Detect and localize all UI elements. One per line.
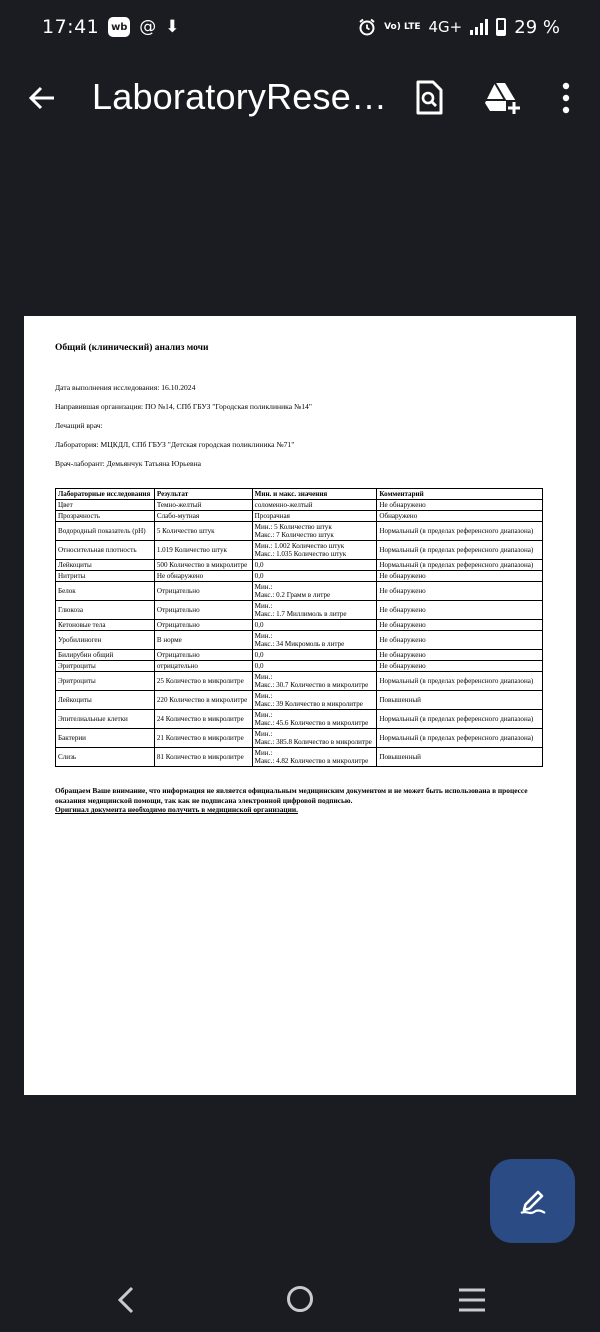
cell-comment: Нормальный (в пределах референсного диапазона) <box>377 560 543 571</box>
cell-comment: Не обнаружено <box>377 631 543 650</box>
save-to-drive-button[interactable] <box>482 78 522 118</box>
table-row <box>56 631 543 650</box>
back-arrow-icon <box>28 84 56 112</box>
header-test: Лабораторные исследования <box>56 489 155 500</box>
cell-result: 81 Количество в микролитре <box>154 748 252 767</box>
cell-range: Мин.: Макс.: 0.2 Грамм в литре <box>252 582 377 601</box>
find-in-document-button[interactable] <box>410 78 448 118</box>
cell-test: Бактерии <box>56 729 155 748</box>
cell-comment: Не обнаружено <box>377 601 543 620</box>
cell-comment: Не обнаружено <box>377 650 543 661</box>
cell-comment: Обнаружено <box>377 511 543 522</box>
cell-result: 25 Количество в микролитре <box>154 672 252 691</box>
at-icon: @ <box>139 17 157 37</box>
edit-fab-button[interactable] <box>490 1159 575 1243</box>
nav-home-icon <box>285 1284 315 1314</box>
cell-range: 0,0 <box>252 620 377 631</box>
research-date: Дата выполнения исследования: 16.10.2024 <box>55 383 196 392</box>
cell-range: Мин.: 1.002 Количество штук Макс.: 1.035 Количество штук <box>252 541 377 560</box>
cell-range: Прозрачная <box>252 511 377 522</box>
table-header-row <box>56 489 543 500</box>
cell-comment: Нормальный (в пределах референсного диапазона) <box>377 541 543 560</box>
table-row <box>56 541 543 560</box>
cell-test: Уробилиноген <box>56 631 155 650</box>
nav-back-button[interactable] <box>112 1284 142 1316</box>
cell-result: 220 Количество в микролитре <box>154 691 252 710</box>
cell-range: 0,0 <box>252 661 377 672</box>
referring-organization: Направившая организация: ПО №14, СПб ГБУЗ "Городская поликлиника №14" <box>55 402 312 411</box>
table-body <box>56 500 543 767</box>
cell-comment: Нормальный (в пределах референсного диапазона) <box>377 729 543 748</box>
cell-range: Мин.: Макс.: 1.7 Миллимоль в литре <box>252 601 377 620</box>
cell-range: Мин.: Макс.: 4.82 Количество в микролитре <box>252 748 377 767</box>
disclaimer-original-note: Оригинал документа необходимо получить в медицинской организации. <box>55 805 299 815</box>
disclaimer-text: Обращаем Ваше внимание, что информация не является официальным медицинским документом и не может быть использована в процессе оказания медицинской помощи, так как не подписана электронной цифровой подписью. <box>55 786 528 805</box>
cell-result: Не обнаружено <box>154 571 252 582</box>
table-row <box>56 650 543 661</box>
cell-result: В норме <box>154 631 252 650</box>
cell-range: соломенно-желтый <box>252 500 377 511</box>
cell-comment: Не обнаружено <box>377 620 543 631</box>
table-row <box>56 500 543 511</box>
cell-test: Водородный показатель (pH) <box>56 522 155 541</box>
header-comment: Комментарий <box>377 489 543 500</box>
more-options-button[interactable] <box>554 78 578 118</box>
network-type: 4G+ <box>428 18 463 36</box>
cell-test: Кетоновые тела <box>56 620 155 631</box>
document-heading: Общий (клинический) анализ мочи <box>55 343 209 353</box>
cell-comment: Нормальный (в пределах референсного диапазона) <box>377 522 543 541</box>
cell-test: Лейкоциты <box>56 560 155 571</box>
table-row <box>56 710 543 729</box>
cell-comment: Не обнаружено <box>377 661 543 672</box>
wb-app-icon: wb <box>108 17 130 37</box>
cell-result: 21 Количество в микролитре <box>154 729 252 748</box>
cell-test: Нитриты <box>56 571 155 582</box>
nav-recents-icon <box>456 1287 488 1313</box>
nav-back-icon <box>112 1284 142 1316</box>
nav-home-button[interactable] <box>285 1284 315 1314</box>
cell-range: 0,0 <box>252 560 377 571</box>
drive-add-icon <box>482 78 522 118</box>
header-result: Результат <box>154 489 252 500</box>
cell-test: Цвет <box>56 500 155 511</box>
cell-test: Лейкоциты <box>56 691 155 710</box>
cell-test: Эритроциты <box>56 661 155 672</box>
cell-range: Мин.: Макс.: 34 Микромоль в литре <box>252 631 377 650</box>
signal-icon <box>470 19 488 35</box>
cell-result: отрицательно <box>154 661 252 672</box>
cell-test: Относительная плотность <box>56 541 155 560</box>
cell-result: 24 Количество в микролитре <box>154 710 252 729</box>
cell-result: Отрицательно <box>154 650 252 661</box>
status-time: 17:41 <box>42 16 100 38</box>
system-nav-bar <box>0 1270 600 1332</box>
cell-range: Мин.: Макс.: 385.8 Количество в микролитре <box>252 729 377 748</box>
cell-range: Мин.: 5 Количество штук Макс.: 7 Количество штук <box>252 522 377 541</box>
cell-comment: Повышенный <box>377 748 543 767</box>
cell-result: Темно-желтый <box>154 500 252 511</box>
cell-range: Мин.: Макс.: 30.7 Количество в микролитре <box>252 672 377 691</box>
attending-doctor: Лечащий врач: <box>55 421 103 430</box>
cell-test: Белок <box>56 582 155 601</box>
disclaimer <box>55 786 543 815</box>
cell-test: Глюкоза <box>56 601 155 620</box>
cell-comment: Не обнаружено <box>377 582 543 601</box>
cell-test: Билирубин общий <box>56 650 155 661</box>
nav-recents-button[interactable] <box>456 1287 488 1313</box>
results-table <box>55 488 543 767</box>
cell-range: Мин.: Макс.: 45.6 Количество в микролитре <box>252 710 377 729</box>
table-row <box>56 560 543 571</box>
table-row <box>56 571 543 582</box>
document-title: LaboratoryRese… <box>92 76 388 117</box>
table-row <box>56 582 543 601</box>
back-button[interactable] <box>24 80 60 116</box>
cell-comment: Нормальный (в пределах референсного диапазона) <box>377 710 543 729</box>
cell-comment: Не обнаружено <box>377 571 543 582</box>
cell-result: Отрицательно <box>154 582 252 601</box>
cell-comment: Нормальный (в пределах референсного диапазона) <box>377 672 543 691</box>
cell-result: Отрицательно <box>154 601 252 620</box>
battery-icon <box>496 18 506 36</box>
cell-test: Эритроциты <box>56 672 155 691</box>
document-page[interactable] <box>24 316 576 1095</box>
cell-result: Слабо-мутная <box>154 511 252 522</box>
more-vert-icon <box>554 78 578 118</box>
cell-comment: Не обнаружено <box>377 500 543 511</box>
table-row <box>56 620 543 631</box>
table-row <box>56 691 543 710</box>
cell-range: 0,0 <box>252 571 377 582</box>
cell-test: Эпителиальные клетки <box>56 710 155 729</box>
table-row <box>56 748 543 767</box>
battery-percent: 29 % <box>514 16 560 38</box>
lab-doctor: Врач-лаборант: Демьянчук Татьяна Юрьевна <box>55 459 202 468</box>
cell-test: Слизь <box>56 748 155 767</box>
cell-range: 0,0 <box>252 650 377 661</box>
laboratory: Лаборатория: МЦКДЛ, СПб ГБУЗ "Детская городская поликлиника №71" <box>55 440 295 449</box>
cell-result: 500 Количество в микролитре <box>154 560 252 571</box>
header-range: Мин. и макс. значения <box>252 489 377 500</box>
table-row <box>56 522 543 541</box>
table-row <box>56 672 543 691</box>
download-icon: ⬇ <box>165 17 180 37</box>
table-row <box>56 661 543 672</box>
cell-test: Прозрачность <box>56 511 155 522</box>
cell-result: Отрицательно <box>154 620 252 631</box>
volte-icon: Vo) LTE <box>384 21 421 32</box>
status-bar <box>0 0 600 54</box>
doc-search-icon <box>410 78 448 118</box>
app-bar <box>0 62 600 134</box>
table-row <box>56 729 543 748</box>
alarm-icon <box>358 18 376 36</box>
cell-range: Мин.: Макс.: 39 Количество в микролитре <box>252 691 377 710</box>
cell-comment: Повышенный <box>377 691 543 710</box>
table-row <box>56 601 543 620</box>
edit-pen-icon <box>518 1186 548 1216</box>
cell-result: 1.019 Количество штук <box>154 541 252 560</box>
table-row <box>56 511 543 522</box>
cell-result: 5 Количество штук <box>154 522 252 541</box>
